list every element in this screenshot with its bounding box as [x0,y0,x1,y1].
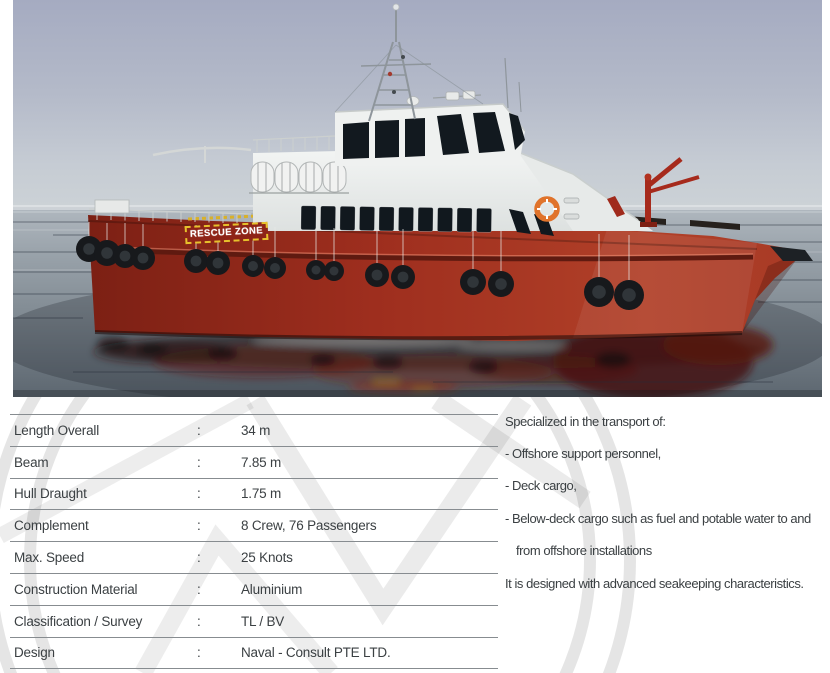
spec-label: Design [14,645,55,661]
nav-light [388,72,392,76]
radar-dome [407,97,419,106]
handrail-fitting [564,214,579,219]
rescue-zone-sign: RESCUE ZONE [185,222,269,244]
table-row [10,638,498,670]
stern-box [95,200,129,213]
description-bullet: - Offshore support personnel, [505,446,661,462]
spec-label: Classification / Survey [14,613,143,629]
handrail-fitting [564,198,579,203]
spec-colon: : [197,613,201,629]
nav-light [392,90,396,94]
table-row [10,447,498,479]
table-row [10,479,498,511]
spec-label: Construction Material [14,581,138,597]
spec-value: TL / BV [241,613,285,629]
mast-top-light [393,4,399,10]
description-bullet-continued: from offshore installations [516,543,652,559]
photo-bottom-dark [13,390,822,397]
spec-value: 25 Knots [241,550,293,566]
spec-label: Max. Speed [14,550,85,566]
transport-description [505,405,827,599]
spec-table [10,414,498,669]
spec-label: Hull Draught [14,486,87,502]
spec-value: Naval - Consult PTE LTD. [241,645,391,661]
table-row [10,542,498,574]
spec-colon: : [197,422,201,438]
spec-colon: : [197,550,201,566]
description-bullet: - Below-deck cargo such as fuel and potable water to and [505,510,811,526]
description-outro: It is designed with advanced seakeeping characteristics. [505,575,804,591]
nav-light [401,55,405,59]
table-row [10,574,498,606]
spec-colon: : [197,645,201,661]
spec-value: 1.75 m [241,486,282,502]
spec-value: Aluminium [241,581,303,597]
description-intro: Specialized in the transport of: [505,413,666,429]
table-row [10,415,498,447]
table-row [10,510,498,542]
table-row [10,606,498,638]
spec-value: 8 Crew, 76 Passengers [241,518,377,534]
searchlight [446,92,459,100]
spec-colon: : [197,518,201,534]
description-bullet: - Deck cargo, [505,478,577,494]
vessel-render-photo [13,0,822,397]
boat-scene [13,0,822,397]
spec-colon: : [197,486,201,502]
spec-label: Complement [14,518,89,534]
spec-colon: : [197,454,201,470]
spec-label: Beam [14,454,49,470]
spec-colon: : [197,581,201,597]
spec-value: 7.85 m [241,454,282,470]
spec-value: 34 m [241,422,271,438]
spec-label: Length Overall [14,422,100,438]
